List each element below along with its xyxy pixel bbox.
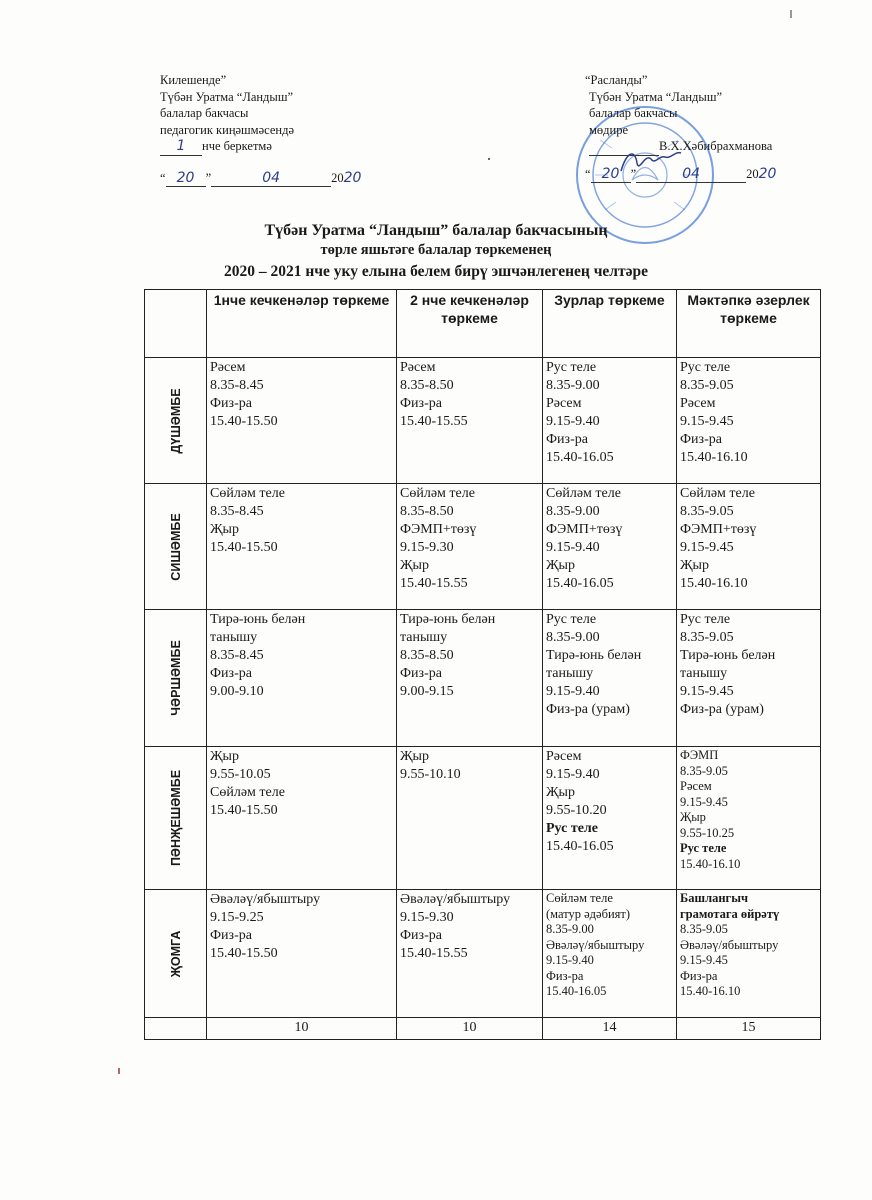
totals-row bbox=[145, 1018, 821, 1040]
schedule-cell: Сөйләм теле 8.35-9.00 ФЭМП+төзү 9.15-9.40 Җыр 15.40-16.05 bbox=[543, 484, 677, 610]
schedule-cell: ФЭМП 8.35-9.05 Рәсем 9.15-9.45 Җыр 9.55-10.25 Рус теле 15.40-16.10 bbox=[677, 747, 821, 890]
day-label: ЧӘРШӘМБЕ bbox=[145, 610, 207, 747]
day-label: ҖОМГА bbox=[145, 890, 207, 1018]
total-cell: 10 bbox=[397, 1018, 543, 1040]
approved-right-date: “ 20 ” 04 2020 bbox=[585, 165, 777, 182]
schedule-cell: Рәсем 9.15-9.40 Җыр 9.55-10.20 Рус теле 15.40-16.05 bbox=[543, 747, 677, 890]
day-label: ДҮШӘМБЕ bbox=[145, 358, 207, 484]
approved-right-line1: “Расланды” bbox=[585, 73, 648, 87]
approved-left-line3: балалар бакчасы bbox=[160, 106, 249, 120]
protocol-line bbox=[160, 138, 361, 156]
approved-right-line4: мөдире bbox=[589, 122, 629, 137]
column-header: Зурлар төркеме bbox=[543, 290, 677, 358]
approved-left-block bbox=[160, 72, 361, 187]
schedule-table bbox=[144, 289, 821, 1040]
scan-mark bbox=[118, 1068, 120, 1074]
column-header: 2 нче кечкенәләр төркеме bbox=[397, 290, 543, 358]
left-date-day: 20 bbox=[166, 170, 206, 188]
schedule-cell: Рус теле 8.35-9.05 Тирә-юнь белән танышу 9.15-9.45 Физ-ра (урам) bbox=[677, 610, 821, 747]
schedule-cell: Сөйләм теле 8.35-9.05 ФЭМП+төзү 9.15-9.45 Җыр 15.40-16.10 bbox=[677, 484, 821, 610]
approved-right-line3: балалар бакчасы bbox=[589, 106, 678, 120]
column-header: 1нче кечкенәләр төркеме bbox=[207, 290, 397, 358]
day-label: ПӘНҖЕШӘМБЕ bbox=[145, 747, 207, 890]
right-year-prefix: 20 bbox=[746, 166, 759, 181]
title-line2: төрле яшьтәге балалар төркеменең bbox=[320, 242, 552, 258]
schedule-cell: Тирә-юнь белән танышу 8.35-8.45 Физ-ра 9.00-9.10 bbox=[207, 610, 397, 747]
totals-corner bbox=[145, 1018, 207, 1040]
schedule-cell: Рәсем 8.35-8.45 Физ-ра 15.40-15.50 bbox=[207, 358, 397, 484]
total-cell: 15 bbox=[677, 1018, 821, 1040]
approved-left-line1: Килешенде” bbox=[160, 73, 227, 87]
director-name: В.Х.Хәбибрахманова bbox=[659, 139, 773, 153]
schedule-cell: Җыр 9.55-10.05 Сөйләм теле 15.40-15.50 bbox=[207, 747, 397, 890]
approved-left-line4: педагогик киңәшмәсендә bbox=[160, 122, 294, 137]
protocol-number: 1 bbox=[160, 138, 202, 156]
right-date-month: 04 bbox=[636, 166, 746, 184]
schedule-cell: Рус теле 8.35-9.05 Рәсем 9.15-9.45 Физ-ра 15.40-16.10 bbox=[677, 358, 821, 484]
left-year-suffix: 20 bbox=[343, 169, 362, 186]
title-line1: Түбән Уратма “Ландыш” балалар бакчасының bbox=[264, 222, 608, 239]
schedule-cell: Сөйләм теле 8.35-8.45 Җыр 15.40-15.50 bbox=[207, 484, 397, 610]
left-year-prefix: 20 bbox=[331, 170, 344, 185]
protocol-suffix: нче беркетмә bbox=[202, 139, 272, 153]
schedule-cell: Сөйләм теле (матур әдәбият) 8.35-9.00 Әвәләү/ябыштыру 9.15-9.40 Физ-ра 15.40-16.05 bbox=[543, 890, 677, 1018]
title-line3: 2020 – 2021 нче уку елына белем бирү эшчәнлегенең челтәре bbox=[223, 263, 649, 280]
day-row bbox=[145, 484, 821, 610]
day-row bbox=[145, 358, 821, 484]
day-row bbox=[145, 747, 821, 890]
right-year-suffix: 20 bbox=[758, 165, 777, 182]
approved-left-line2: Түбән Уратма “Ландыш” bbox=[160, 89, 293, 104]
schedule-cell: Әвәләү/ябыштыру 9.15-9.25 Физ-ра 15.40-15.50 bbox=[207, 890, 397, 1018]
approved-right-line2: Түбән Уратма “Ландыш” bbox=[589, 89, 722, 104]
total-cell: 10 bbox=[207, 1018, 397, 1040]
day-row bbox=[145, 890, 821, 1018]
schedule-cell: Башлангыч грамотага өйрәтү 8.35-9.05 Әвәләү/ябыштыру 9.15-9.45 Физ-ра 15.40-16.10 bbox=[677, 890, 821, 1018]
schedule-cell: Тирә-юнь белән танышу 8.35-8.50 Физ-ра 9.00-9.15 bbox=[397, 610, 543, 747]
left-date-month: 04 bbox=[211, 170, 331, 188]
scan-mark bbox=[790, 10, 792, 18]
schedule-cell: Җыр 9.55-10.10 bbox=[397, 747, 543, 890]
total-cell: 14 bbox=[543, 1018, 677, 1040]
scan-mark bbox=[488, 158, 490, 160]
day-label: СИШӘМБЕ bbox=[145, 484, 207, 610]
schedule-cell: Әвәләү/ябыштыру 9.15-9.30 Физ-ра 15.40-15.55 bbox=[397, 890, 543, 1018]
schedule-cell: Рус теле 8.35-9.00 Тирә-юнь белән танышу 9.15-9.40 Физ-ра (урам) bbox=[543, 610, 677, 747]
column-header: Мәктәпкә әзерлек төркеме bbox=[677, 290, 821, 358]
corner-cell bbox=[145, 290, 207, 358]
director-signature bbox=[615, 145, 685, 179]
right-date-day: 20 bbox=[591, 166, 631, 184]
schedule-cell: Сөйләм теле 8.35-8.50 ФЭМП+төзү 9.15-9.30 Җыр 15.40-15.55 bbox=[397, 484, 543, 610]
day-row bbox=[145, 610, 821, 747]
schedule-cell: Рәсем 8.35-8.50 Физ-ра 15.40-15.55 bbox=[397, 358, 543, 484]
header-row bbox=[145, 290, 821, 358]
schedule-cell: Рус теле 8.35-9.00 Рәсем 9.15-9.40 Физ-ра 15.40-16.05 bbox=[543, 358, 677, 484]
approved-left-date: “ 20 ” 04 2020 bbox=[160, 169, 362, 186]
